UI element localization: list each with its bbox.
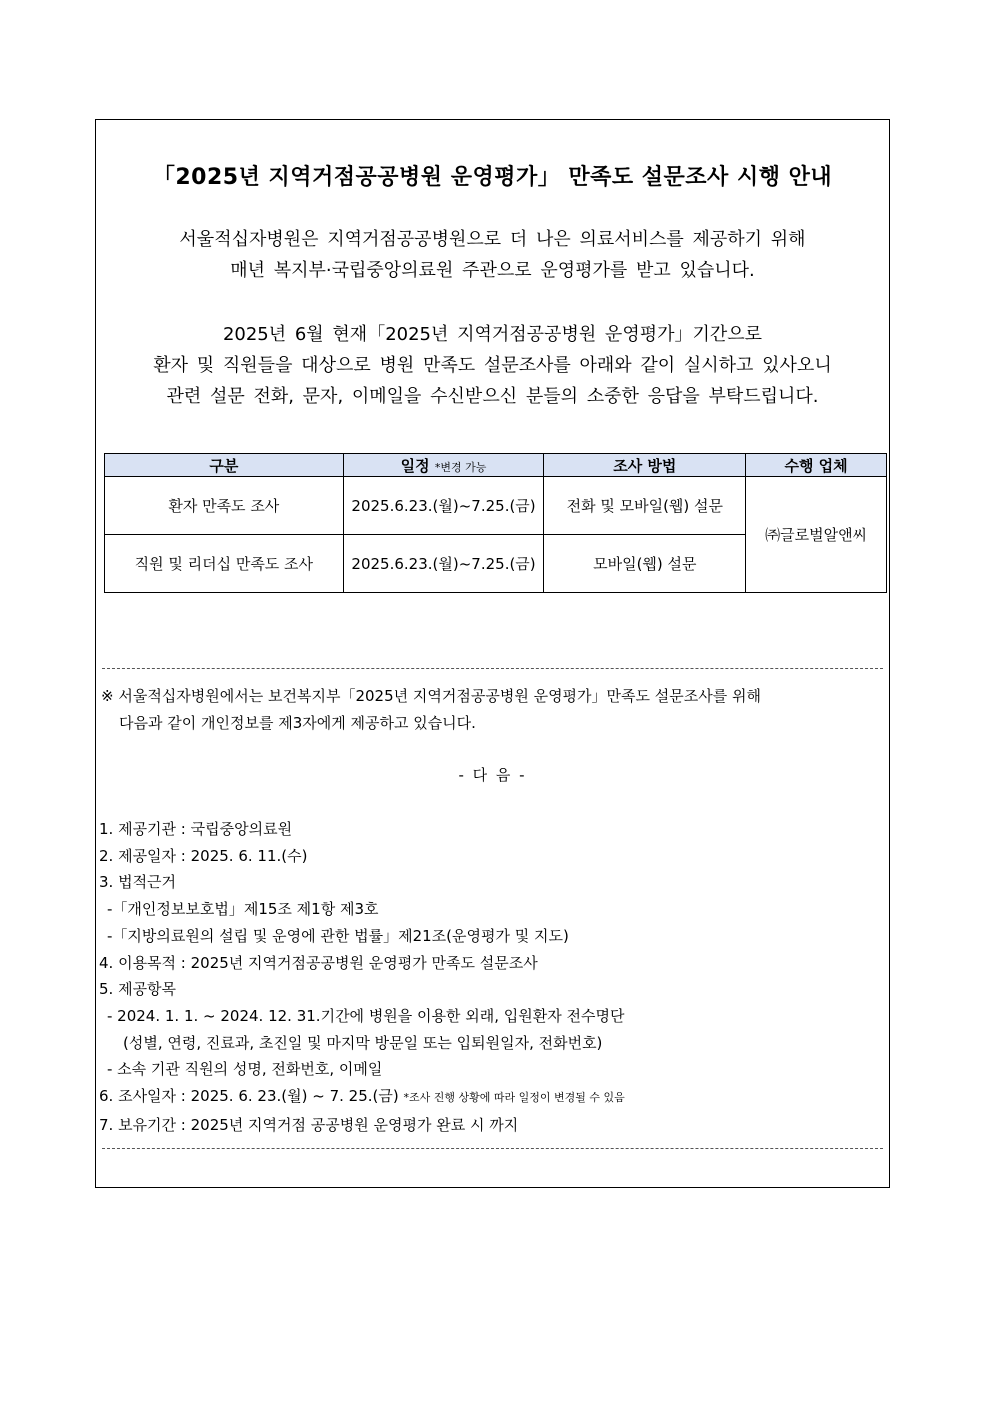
header-schedule-note: *변경 가능	[434, 460, 487, 474]
list-item: 2. 제공일자 : 2025. 6. 11.(수)	[99, 846, 308, 865]
list-item: 5. 제공항목	[99, 980, 177, 999]
list-subitem: -「개인정보보호법」제15조 제1항 제3호	[107, 900, 379, 919]
list-item	[99, 1083, 625, 1112]
notice-frame	[95, 119, 890, 1188]
intro-line: 2025년 6월 현재「2025년 지역거점공공병원 운영평가」기간으로	[222, 324, 763, 345]
table-row	[105, 477, 887, 535]
list-item: 7. 보유기간 : 2025년 지역거점 공공병원 운영평가 완료 시 까지	[99, 1115, 519, 1134]
intro-line: 관련 설문 전화, 문자, 이메일을 수신받으신 분들의 소중한 응답을 부탁드립니다.	[166, 386, 819, 407]
survey-schedule-table	[104, 453, 887, 593]
notice-line: 다음과 같이 개인정보를 제3자에게 제공하고 있습니다.	[119, 714, 476, 732]
list-item: 1. 제공기관 : 국립중앙의료원	[99, 820, 293, 838]
intro-line: 서울적십자병원은 지역거점공공병원으로 더 나은 의료서비스를 제공하기 위해	[179, 229, 806, 250]
header-schedule	[343, 454, 544, 477]
page-title: 「2025년 지역거점공공병원 운영평가」 만족도 설문조사 시행 안내	[152, 165, 833, 190]
list-subitem: -「지방의료원의 설립 및 운영에 관한 법률」제21조(운영평가 및 지도)	[107, 926, 569, 945]
list-item: 4. 이용목적 : 2025년 지역거점공공병원 운영평가 만족도 설문조사	[99, 953, 538, 972]
intro-paragraph-1	[96, 224, 889, 286]
header-category: 구분	[105, 454, 344, 477]
schedule-change-note: *조사 진행 상황에 따라 일정이 변경될 수 있음	[403, 1091, 625, 1105]
dashed-divider	[102, 668, 883, 669]
privacy-notice	[101, 683, 761, 737]
header-method: 조사 방법	[544, 454, 746, 477]
row-category: 환자 만족도 조사	[105, 477, 344, 535]
header-vendor: 수행 업체	[746, 454, 887, 477]
list-subitem: - 소속 기관 직원의 성명, 전화번호, 이메일	[107, 1060, 383, 1079]
header-schedule-label: 일정	[400, 456, 430, 475]
table-header-row	[105, 454, 887, 477]
intro-paragraph-2	[96, 319, 889, 412]
row-category: 직원 및 리더십 만족도 조사	[105, 535, 344, 593]
details-list	[99, 816, 625, 1138]
list-item-text: 6. 조사일자 : 2025. 6. 23.(월) ~ 7. 25.(금)	[99, 1087, 399, 1106]
row-schedule: 2025.6.23.(월)~7.25.(금)	[343, 477, 544, 535]
intro-line: 환자 및 직원들을 대상으로 병원 만족도 설문조사를 아래와 같이 실시하고 있사오니	[153, 355, 832, 376]
row-method: 전화 및 모바일(웹) 설문	[544, 477, 746, 535]
list-subitem: - 2024. 1. 1. ~ 2024. 12. 31.기간에 병원을 이용한 외래, 입원환자 전수명단	[107, 1006, 625, 1025]
row-method: 모바일(웹) 설문	[544, 535, 746, 593]
dashed-divider	[102, 1148, 883, 1149]
section-heading: - 다 음 -	[458, 766, 527, 784]
row-schedule: 2025.6.23.(월)~7.25.(금)	[343, 535, 544, 593]
vendor-cell: ㈜글로벌알앤씨	[746, 477, 887, 593]
notice-line: ※ 서울적십자병원에서는 보건복지부「2025년 지역거점공공병원 운영평가」만족도 설문조사를 위해	[101, 687, 761, 705]
intro-line: 매년 복지부·국립중앙의료원 주관으로 운영평가를 받고 있습니다.	[230, 260, 755, 281]
list-item: 3. 법적근거	[99, 873, 177, 892]
list-subitem: (성별, 연령, 진료과, 초진일 및 마지막 방문일 또는 입퇴원일자, 전화번호)	[123, 1033, 603, 1052]
